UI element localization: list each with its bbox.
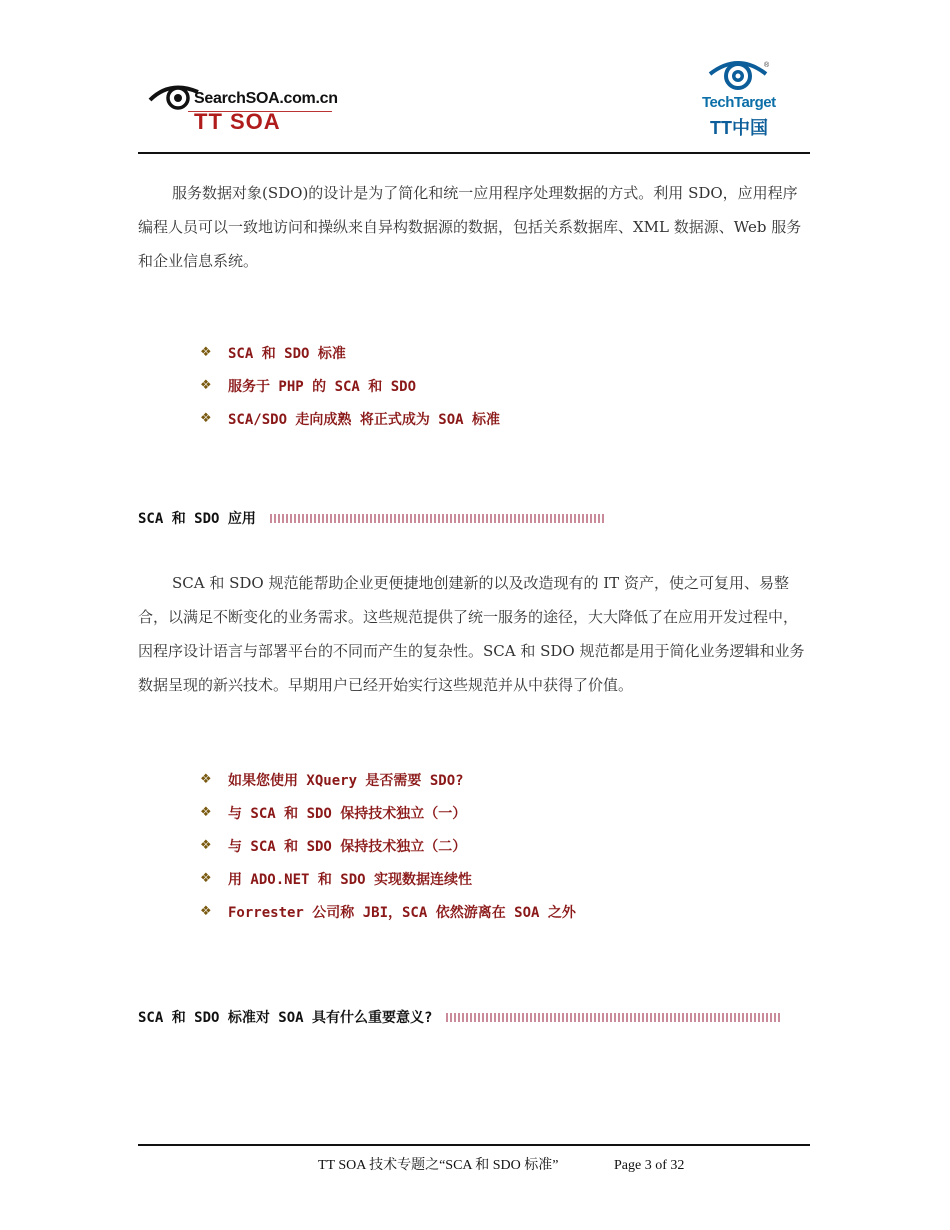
section-heading-significance <box>138 1005 782 1029</box>
link-item[interactable] <box>200 402 810 435</box>
bullet-diamond-icon: ❖ <box>200 378 212 393</box>
dotted-rule <box>270 514 606 523</box>
bullet-diamond-icon: ❖ <box>200 411 212 426</box>
page-footer <box>318 1154 684 1174</box>
link-item[interactable] <box>200 895 810 928</box>
tt-soa-brand: TT SOA <box>194 109 281 134</box>
link-item[interactable] <box>200 862 810 895</box>
dotted-rule <box>446 1013 782 1022</box>
tt-china-brand: TT中国 <box>710 118 768 138</box>
link-label[interactable]: 如果您使用 XQuery 是否需要 SDO? <box>228 772 464 789</box>
link-item[interactable] <box>200 763 810 796</box>
techtarget-brand: TechTarget <box>702 94 776 111</box>
header-divider <box>138 152 810 154</box>
searchsoa-logo <box>148 78 348 138</box>
link-label[interactable]: SCA 和 SDO 标准 <box>228 345 346 362</box>
searchsoa-site-name: SearchSOA.com.cn <box>194 90 338 107</box>
section-heading-text: SCA 和 SDO 标准对 SOA 具有什么重要意义? <box>138 1010 433 1026</box>
link-label[interactable]: 服务于 PHP 的 SCA 和 SDO <box>228 378 417 395</box>
link-label[interactable]: Forrester 公司称 JBI，SCA 依然游离在 SOA 之外 <box>228 904 576 921</box>
link-item[interactable] <box>200 829 810 862</box>
related-links-list-2 <box>200 763 810 928</box>
link-item[interactable] <box>200 796 810 829</box>
bullet-diamond-icon: ❖ <box>200 345 212 360</box>
link-label[interactable]: 与 SCA 和 SDO 保持技术独立（二） <box>228 838 467 855</box>
intro-paragraph: 服务数据对象(SDO)的设计是为了简化和统一应用程序处理数据的方式。利用 SDO，应用程序编程人员可以一致地访问和操纵来自异构数据源的数据，包括关系数据库、XML 数据源、Web 服务和企业信息系统。 <box>138 184 802 270</box>
link-label[interactable]: SCA/SDO 走向成熟 将正式成为 SOA 标准 <box>228 411 501 428</box>
link-label[interactable]: 用 ADO.NET 和 SDO 实现数据连续性 <box>228 871 473 888</box>
bullet-diamond-icon: ❖ <box>200 772 212 787</box>
apps-paragraph: SCA 和 SDO 规范能帮助企业更便捷地创建新的以及改造现有的 IT 资产，使之可复用、易整合，以满足不断变化的业务需求。这些规范提供了统一服务的途径，大大降低了在应用开发过程中，因程序设计语言与部署平台的不同而产生的复杂性。SCA 和 SDO 规范都是用于简化业务逻辑和业务数据呈现的新兴技术。早期用户已经开始实行这些规范并从中获得了价值。 <box>138 574 805 694</box>
link-item[interactable] <box>200 336 810 369</box>
bullet-diamond-icon: ❖ <box>200 805 212 820</box>
bullet-diamond-icon: ❖ <box>200 871 212 886</box>
techtarget-eye-icon <box>708 58 768 92</box>
footer-divider <box>138 1144 810 1146</box>
footer-title: TT SOA 技术专题之“SCA 和 SDO 标准” <box>318 1158 559 1173</box>
link-label[interactable]: 与 SCA 和 SDO 保持技术独立（一） <box>228 805 467 822</box>
page-number: Page 3 of 32 <box>613 1158 685 1173</box>
bullet-diamond-icon: ❖ <box>200 904 212 919</box>
bullet-diamond-icon: ❖ <box>200 838 212 853</box>
section-heading-apps <box>138 506 606 530</box>
techtarget-logo <box>700 58 780 140</box>
link-item[interactable] <box>200 369 810 402</box>
related-links-list-1 <box>200 336 810 435</box>
registered-mark: ® <box>764 62 770 69</box>
section-heading-text: SCA 和 SDO 应用 <box>138 511 256 527</box>
